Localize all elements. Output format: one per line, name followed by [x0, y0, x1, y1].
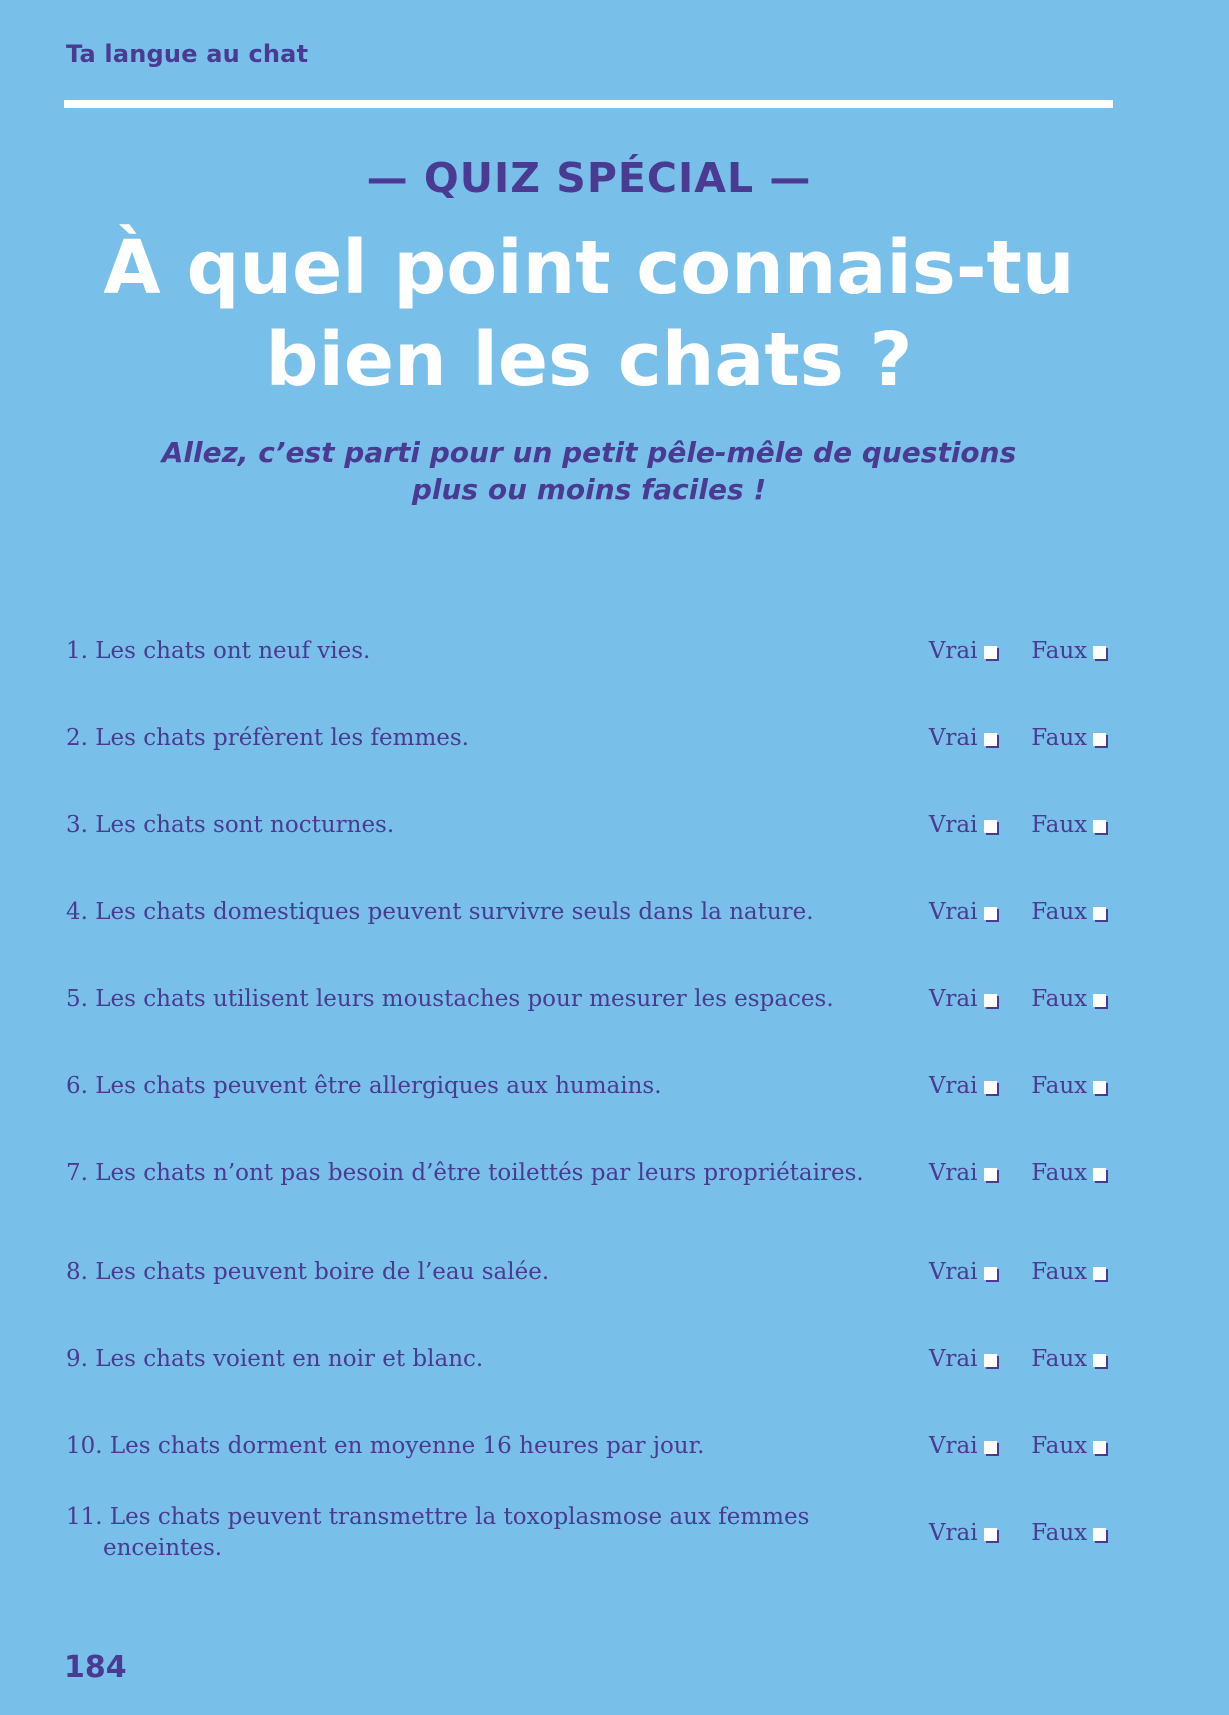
question-row-5 [66, 968, 1126, 1030]
quiz-subtitle [0, 434, 1178, 508]
false-checkbox-1[interactable] [1093, 646, 1106, 659]
false-label: Faux [1031, 1258, 1088, 1285]
false-checkbox-7[interactable] [1093, 1168, 1106, 1181]
question-list [66, 620, 1126, 1589]
true-option-7[interactable] [929, 1158, 1031, 1189]
question-text-4: 4. Les chats domestiques peuvent survivre seuls dans la nature. [66, 898, 814, 925]
false-label: Faux [1031, 985, 1088, 1012]
false-checkbox-6[interactable] [1093, 1081, 1106, 1094]
false-option-1[interactable] [1031, 636, 1126, 667]
true-checkbox-9[interactable] [984, 1354, 997, 1367]
false-option-3[interactable] [1031, 810, 1126, 841]
question-row-7 [66, 1142, 1126, 1204]
true-option-1[interactable] [929, 636, 1031, 667]
quiz-title-line-1: À quel point connais-tu [103, 225, 1075, 311]
question-text-2: 2. Les chats préfèrent les femmes. [66, 724, 469, 751]
false-checkbox-10[interactable] [1093, 1441, 1106, 1454]
true-option-9[interactable] [929, 1344, 1031, 1375]
false-option-9[interactable] [1031, 1344, 1126, 1375]
question-text-10: 10. Les chats dorment en moyenne 16 heures par jour. [66, 1432, 705, 1459]
true-label: Vrai [928, 724, 978, 751]
true-label: Vrai [928, 1072, 978, 1099]
false-label: Faux [1031, 1072, 1088, 1099]
question-row-2 [66, 707, 1126, 769]
question-row-6 [66, 1055, 1126, 1117]
false-checkbox-8[interactable] [1093, 1267, 1106, 1280]
true-checkbox-5[interactable] [984, 994, 997, 1007]
true-checkbox-1[interactable] [984, 646, 997, 659]
true-label: Vrai [928, 1159, 978, 1186]
true-option-8[interactable] [929, 1257, 1031, 1288]
false-label: Faux [1031, 1345, 1088, 1372]
question-row-4 [66, 881, 1126, 943]
true-label: Vrai [928, 898, 978, 925]
true-label: Vrai [928, 1258, 978, 1285]
true-checkbox-2[interactable] [984, 733, 997, 746]
question-text-5: 5. Les chats utilisent leurs moustaches pour mesurer les espaces. [66, 985, 834, 1012]
false-option-8[interactable] [1031, 1257, 1126, 1288]
true-checkbox-6[interactable] [984, 1081, 997, 1094]
false-option-5[interactable] [1031, 984, 1126, 1015]
false-checkbox-4[interactable] [1093, 907, 1106, 920]
false-label: Faux [1031, 724, 1088, 751]
quiz-subtitle-line-1: Allez, c’est parti pour un petit pêle-mêle de questions [161, 436, 1017, 469]
true-label: Vrai [928, 1432, 978, 1459]
quiz-subtitle-line-2: plus ou moins faciles ! [411, 473, 767, 506]
question-row-10 [66, 1415, 1126, 1477]
header-divider [64, 100, 1113, 108]
true-option-10[interactable] [929, 1431, 1031, 1462]
question-text-8: 8. Les chats peuvent boire de l’eau salée. [66, 1258, 550, 1285]
question-text-1: 1. Les chats ont neuf vies. [66, 637, 371, 664]
false-checkbox-11[interactable] [1093, 1528, 1106, 1541]
false-option-11[interactable] [1031, 1518, 1126, 1549]
true-option-2[interactable] [929, 723, 1031, 754]
false-label: Faux [1031, 637, 1088, 664]
false-option-10[interactable] [1031, 1431, 1126, 1462]
true-label: Vrai [928, 985, 978, 1012]
question-text-6: 6. Les chats peuvent être allergiques aux humains. [66, 1072, 662, 1099]
false-label: Faux [1031, 1432, 1088, 1459]
false-label: Faux [1031, 1159, 1088, 1186]
true-checkbox-10[interactable] [984, 1441, 997, 1454]
running-head: Ta langue au chat [66, 40, 309, 68]
false-option-6[interactable] [1031, 1071, 1126, 1102]
false-checkbox-9[interactable] [1093, 1354, 1106, 1367]
true-checkbox-11[interactable] [984, 1528, 997, 1541]
question-row-3 [66, 794, 1126, 856]
page-number: 184 [64, 1650, 127, 1685]
false-option-7[interactable] [1031, 1158, 1126, 1189]
true-checkbox-3[interactable] [984, 820, 997, 833]
false-option-2[interactable] [1031, 723, 1126, 754]
question-text-7: 7. Les chats n’ont pas besoin d’être toilettés par leurs propriétaires. [66, 1159, 864, 1186]
true-label: Vrai [928, 637, 978, 664]
true-option-11[interactable] [929, 1518, 1031, 1549]
question-text-3: 3. Les chats sont nocturnes. [66, 811, 395, 838]
false-label: Faux [1031, 1519, 1088, 1546]
question-text-9: 9. Les chats voient en noir et blanc. [66, 1345, 484, 1372]
quiz-title [0, 222, 1178, 406]
question-text-11: 11. Les chats peuvent transmettre la toxoplasmose aux femmes enceintes. [66, 1504, 810, 1561]
true-option-6[interactable] [929, 1071, 1031, 1102]
true-label: Vrai [928, 1345, 978, 1372]
question-row-9 [66, 1328, 1126, 1390]
false-option-4[interactable] [1031, 897, 1126, 928]
true-checkbox-4[interactable] [984, 907, 997, 920]
false-checkbox-5[interactable] [1093, 994, 1106, 1007]
false-label: Faux [1031, 898, 1088, 925]
question-row-11 [66, 1502, 1126, 1564]
true-option-4[interactable] [929, 897, 1031, 928]
true-label: Vrai [928, 811, 978, 838]
true-option-3[interactable] [929, 810, 1031, 841]
true-label: Vrai [928, 1519, 978, 1546]
false-checkbox-3[interactable] [1093, 820, 1106, 833]
true-option-5[interactable] [929, 984, 1031, 1015]
true-checkbox-8[interactable] [984, 1267, 997, 1280]
question-row-1 [66, 620, 1126, 682]
false-label: Faux [1031, 811, 1088, 838]
true-checkbox-7[interactable] [984, 1168, 997, 1181]
quiz-kicker: — QUIZ SPÉCIAL — [366, 154, 812, 202]
question-row-8 [66, 1241, 1126, 1303]
quiz-title-line-2: bien les chats ? [265, 317, 913, 403]
false-checkbox-2[interactable] [1093, 733, 1106, 746]
